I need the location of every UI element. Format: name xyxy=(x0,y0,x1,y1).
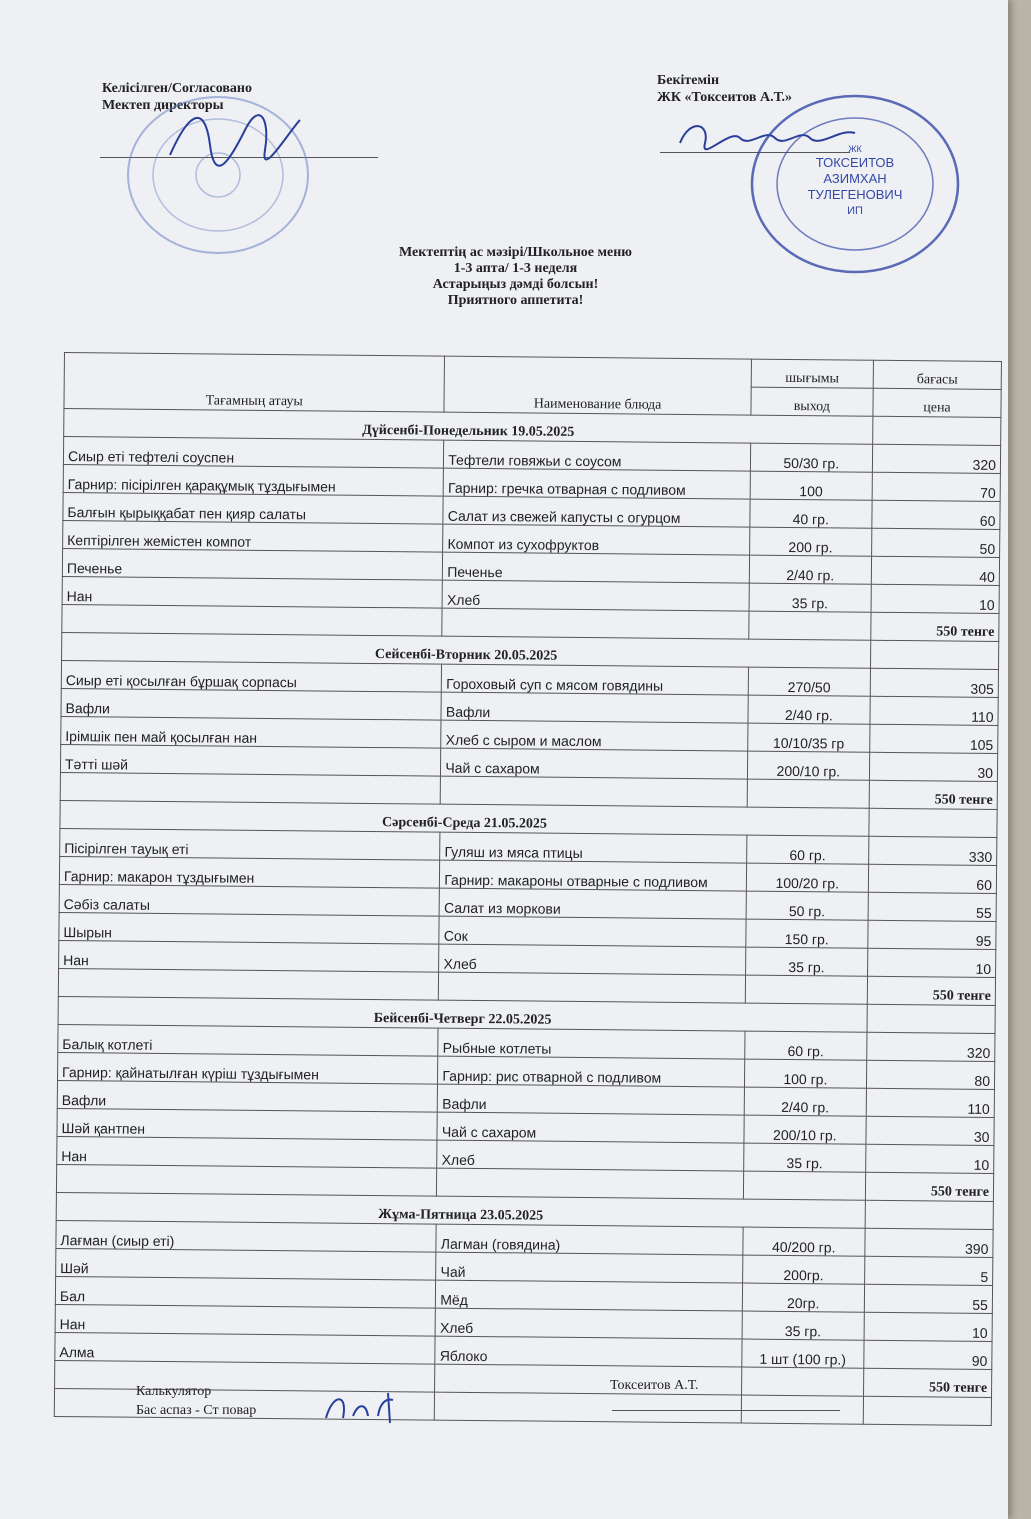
dish-name-ru: Чай xyxy=(436,1252,743,1283)
dish-output: 100 гр. xyxy=(744,1059,867,1088)
dish-name-ru: Салат из моркови xyxy=(439,888,746,919)
dish-name-kz: Ірімшік пен май қосылған нан xyxy=(61,716,442,748)
dish-name-kz: Лағман (сиыр еті) xyxy=(56,1220,437,1252)
chef-signature xyxy=(318,1388,418,1428)
footer-left xyxy=(136,1382,256,1420)
dish-price: 10 xyxy=(866,1144,994,1173)
dish-output: 270/50 xyxy=(748,667,871,696)
empty-cell xyxy=(863,1396,991,1425)
empty-cell xyxy=(58,968,439,1000)
dish-output: 50 гр. xyxy=(746,891,869,920)
day-header: Дүйсенбі-Понедельник 19.05.2025 xyxy=(64,409,873,445)
dish-price: 10 xyxy=(864,1312,992,1341)
empty-cell xyxy=(439,972,746,1003)
dish-output: 60 гр. xyxy=(746,835,869,864)
dish-price: 110 xyxy=(866,1088,994,1117)
dish-output: 1 шт (100 гр.) xyxy=(741,1339,864,1368)
title-line-4: Приятного аппетита! xyxy=(447,293,584,308)
dish-name-kz: Сиыр еті тефтелі соуспен xyxy=(63,437,444,469)
dish-name-ru: Печенье xyxy=(443,552,750,583)
dish-output: 20гр. xyxy=(742,1283,865,1312)
dish-name-kz: Вафли xyxy=(57,1080,438,1112)
menu-title xyxy=(0,245,1031,309)
dish-name-ru: Вафли xyxy=(441,692,748,723)
dish-name-ru: Яблоко xyxy=(435,1336,742,1367)
menu-table xyxy=(54,352,1002,1426)
dish-output: 200 гр. xyxy=(749,527,872,556)
day-total: 550 тенге xyxy=(863,1368,991,1397)
dish-output: 40 гр. xyxy=(750,499,873,528)
empty-cell xyxy=(870,640,998,669)
empty-cell xyxy=(62,604,443,636)
dish-price: 95 xyxy=(868,920,996,949)
dish-output: 40/200 гр. xyxy=(743,1227,866,1256)
svg-text:ТОКСЕИТОВ: ТОКСЕИТОВ xyxy=(815,155,895,170)
title-line-1: Мектептің ас мәзірі/Школьное меню xyxy=(399,245,632,260)
empty-cell xyxy=(873,416,1001,445)
dish-output: 200гр. xyxy=(742,1255,865,1284)
empty-cell xyxy=(437,1168,744,1199)
dish-name-kz: Сәбіз салаты xyxy=(59,884,440,916)
day-header: Сәрсенбі-Среда 21.05.2025 xyxy=(60,800,869,836)
empty-cell xyxy=(745,975,868,1004)
dish-name-ru: Гуляш из мяса птицы xyxy=(440,832,747,863)
col-header-output-kz: шығымы xyxy=(751,359,874,388)
dish-name-ru: Хлеб xyxy=(442,580,749,611)
dish-name-ru: Рыбные котлеты xyxy=(438,1028,745,1059)
dish-name-kz: Нан xyxy=(55,1304,436,1336)
svg-text:ТУЛЕГЕНОВИЧ: ТУЛЕГЕНОВИЧ xyxy=(807,187,903,202)
dish-name-kz: Алма xyxy=(55,1332,436,1364)
dish-price: 40 xyxy=(871,556,999,585)
footer-signature-line xyxy=(612,1410,840,1411)
dish-name-ru: Тефтели говяжьи с соусом xyxy=(444,440,751,471)
dish-name-ru: Сок xyxy=(439,916,746,947)
col-header-output-ru: выход xyxy=(751,387,874,416)
title-line-2: 1-3 апта/ 1-3 неделя xyxy=(453,261,578,276)
empty-cell xyxy=(869,808,997,837)
dish-name-kz: Кептірілген жемістен компот xyxy=(63,520,444,552)
dish-output: 2/40 гр. xyxy=(749,555,872,584)
dish-name-kz: Нан xyxy=(57,1136,438,1168)
day-header: Жұма-Пятница 23.05.2025 xyxy=(56,1192,865,1228)
dish-name-kz: Бал xyxy=(55,1276,436,1308)
dish-name-kz: Сиыр еті қосылған бұршақ сорпасы xyxy=(61,660,442,692)
dish-name-ru: Гороховый суп с мясом говядины xyxy=(442,664,749,695)
dish-name-ru: Вафли xyxy=(438,1084,745,1115)
empty-cell xyxy=(865,1200,993,1229)
dish-name-ru: Гарнир: гречка отварная с подливом xyxy=(443,468,750,499)
day-header: Бейсенбі-Четверг 22.05.2025 xyxy=(58,996,867,1032)
dish-name-ru: Хлеб xyxy=(437,1140,744,1171)
dish-name-kz: Шәй xyxy=(56,1248,437,1280)
empty-cell xyxy=(743,1171,866,1200)
empty-cell xyxy=(741,1367,864,1396)
empty-cell xyxy=(748,611,871,640)
dish-output: 10/10/35 гр xyxy=(747,723,870,752)
dish-output: 2/40 гр. xyxy=(748,695,871,724)
dish-price: 80 xyxy=(866,1060,994,1089)
dish-output: 35 гр. xyxy=(745,947,868,976)
dish-price: 105 xyxy=(870,724,998,753)
dish-output: 200/10 гр. xyxy=(747,751,870,780)
dish-name-kz: Гарнир: қайнатылған күріш тұздығымен xyxy=(58,1052,439,1084)
dish-price: 70 xyxy=(872,472,1000,501)
dish-price: 5 xyxy=(865,1256,993,1285)
dish-output: 35 гр. xyxy=(749,583,872,612)
dish-name-ru: Лагман (говядина) xyxy=(436,1224,743,1255)
dish-price: 55 xyxy=(864,1284,992,1313)
dish-price: 320 xyxy=(867,1032,995,1061)
dish-name-kz: Тәтті шәй xyxy=(60,744,441,776)
dish-name-kz: Гарнир: макарон тұздығымен xyxy=(59,856,440,888)
col-header-kz-name: Тағамның атауы xyxy=(64,353,445,413)
dish-price: 90 xyxy=(864,1340,992,1369)
dish-output: 2/40 гр. xyxy=(744,1087,867,1116)
dish-price: 60 xyxy=(868,864,996,893)
dish-name-ru: Хлеб xyxy=(439,944,746,975)
dish-name-kz: Нан xyxy=(59,940,440,972)
dish-name-kz: Балық котлеті xyxy=(58,1024,439,1056)
day-total: 550 тенге xyxy=(865,1172,993,1201)
calculator-label: Калькулятор xyxy=(136,1384,212,1399)
dish-name-kz: Гарнир: пісірілген қарақұмық тұздығымен xyxy=(63,464,444,496)
agreed-label: Келісілген/Согласовано xyxy=(102,81,252,96)
dish-name-ru: Мёд xyxy=(436,1280,743,1311)
day-total: 550 тенге xyxy=(869,780,997,809)
dish-name-kz: Шырын xyxy=(59,912,440,944)
dish-price: 10 xyxy=(867,948,995,977)
dish-name-kz: Пісірілген тауық еті xyxy=(60,828,441,860)
dish-name-kz: Шәй қантпен xyxy=(57,1108,438,1140)
dish-name-ru: Чай с сахаром xyxy=(437,1112,744,1143)
svg-text:ИП: ИП xyxy=(847,205,863,217)
empty-cell xyxy=(747,779,870,808)
dish-name-ru: Салат из свежей капусты с огурцом xyxy=(443,496,750,527)
menu-body xyxy=(54,409,1001,1426)
dish-price: 60 xyxy=(872,500,1000,529)
day-total: 550 тенге xyxy=(867,976,995,1005)
dish-price: 50 xyxy=(872,528,1000,557)
dish-name-ru: Гарнир: макароны отварные с подливом xyxy=(440,860,747,891)
dish-output: 35 гр. xyxy=(743,1143,866,1172)
empty-cell xyxy=(867,1004,995,1033)
empty-cell xyxy=(56,1164,437,1196)
svg-text:АЗИМХАН: АЗИМХАН xyxy=(823,171,887,186)
col-header-price-kz: бағасы xyxy=(873,360,1001,389)
dish-output: 100/20 гр. xyxy=(746,863,869,892)
day-header: Сейсенбі-Вторник 20.05.2025 xyxy=(62,632,871,668)
dish-name-kz: Нан xyxy=(62,576,443,608)
director-label: Мектеп директоры xyxy=(102,98,224,113)
dish-price: 30 xyxy=(869,752,997,781)
day-total: 550 тенге xyxy=(871,612,999,641)
dish-price: 390 xyxy=(865,1228,993,1257)
dish-price: 55 xyxy=(868,892,996,921)
dish-name-ru: Чай с сахаром xyxy=(441,748,748,779)
empty-cell xyxy=(442,608,749,639)
approved-label: Бекітемін xyxy=(657,73,720,88)
dish-output: 200/10 гр. xyxy=(744,1115,867,1144)
dish-price: 110 xyxy=(870,696,998,725)
title-line-3: Астарыңыз дәмді болсын! xyxy=(432,277,599,292)
dish-output: 60 гр. xyxy=(744,1031,867,1060)
footer-right: Токсеитов А.Т. xyxy=(610,1378,699,1393)
col-header-ru-name: Наименование блюда xyxy=(444,356,751,415)
dish-name-kz: Печенье xyxy=(62,548,443,580)
col-header-price-ru: цена xyxy=(873,388,1001,417)
dish-output: 150 гр. xyxy=(746,919,869,948)
dish-name-ru: Хлеб xyxy=(435,1308,742,1339)
dish-price: 320 xyxy=(872,444,1000,473)
dish-name-kz: Балғын қырыққабат пен қияр салаты xyxy=(63,492,444,524)
empty-cell xyxy=(435,1392,742,1423)
dish-price: 305 xyxy=(870,668,998,697)
empty-cell xyxy=(441,776,748,807)
dish-price: 30 xyxy=(866,1116,994,1145)
dish-price: 330 xyxy=(869,836,997,865)
dish-price: 10 xyxy=(871,584,999,613)
director-signature xyxy=(150,100,310,170)
empty-cell xyxy=(60,772,441,804)
dish-name-ru: Гарнир: рис отварной с подливом xyxy=(438,1056,745,1087)
dish-output: 100 xyxy=(750,471,873,500)
svg-text:ЖК: ЖК xyxy=(848,144,862,154)
dish-output: 35 гр. xyxy=(742,1311,865,1340)
dish-name-ru: Хлеб с сыром и маслом xyxy=(441,720,748,751)
chef-label: Бас аспаз - Ст повар xyxy=(136,1403,257,1418)
entrepreneur-label: ЖК «Токсеитов А.Т.» xyxy=(657,90,793,105)
dish-name-kz: Вафли xyxy=(61,688,442,720)
dish-name-ru: Компот из сухофруктов xyxy=(443,524,750,555)
dish-output: 50/30 гр. xyxy=(750,443,873,472)
